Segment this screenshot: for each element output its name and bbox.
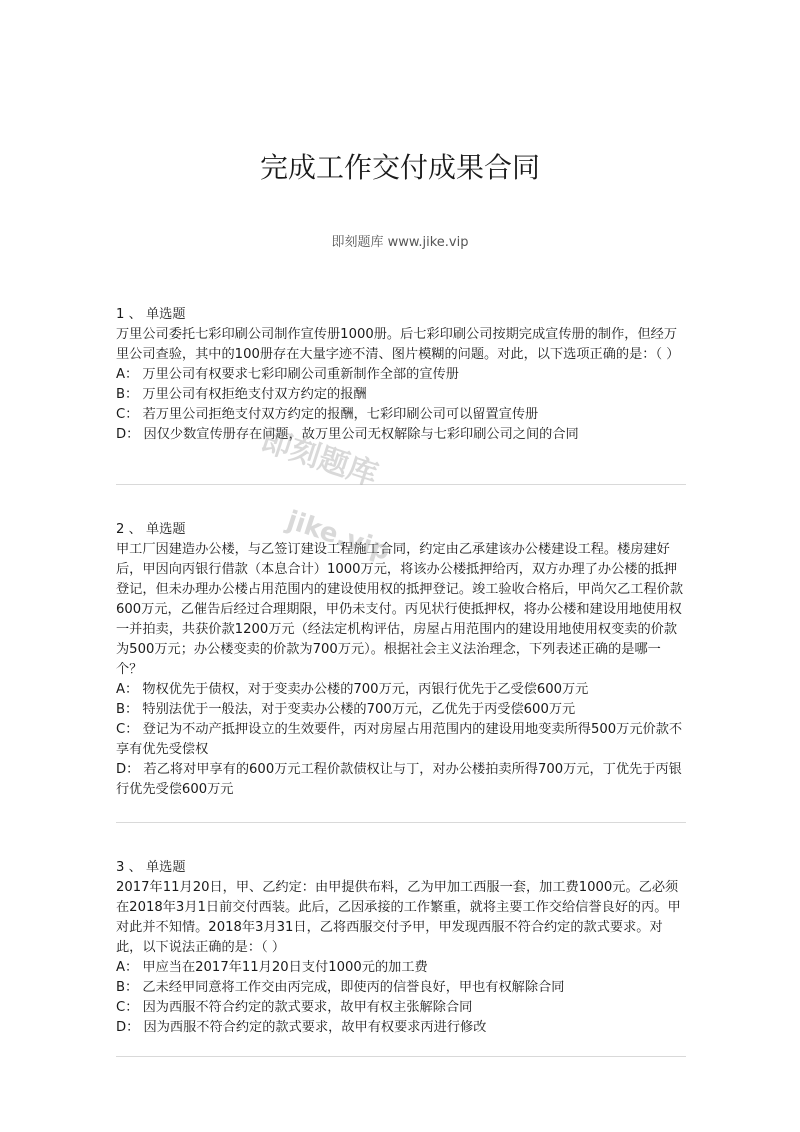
option-d: D： 因为西服不符合约定的款式要求，故甲有权要求丙进行修改	[116, 1020, 487, 1035]
question-stem: 甲工厂因建造办公楼，与乙签订建设工程施工合同，约定由乙承建该办公楼建设工程。楼房建好后，甲因向丙银行借款（本息合计）1000万元，将该办公楼抵押给丙，双方办理了办公楼的抵押登记，但未办理办公楼占用范围内的建设使用权的抵押登记。竣工验收合格后，甲尚欠乙工程价款600万元，乙催告后经过合理期限，甲仍未支付。丙见状行使抵押权，将办公楼和建设用地使用权一并拍卖，共获价款1200万元（经法定机构评估，房屋占用范围内的建设用地使用权变卖的价款为500万元；办公楼变卖的价款为700万元）。根据社会主义法治理念，下列表述正确的是哪一个？	[116, 542, 684, 677]
option-c: C： 登记为不动产抵押设立的生效要件，丙对房屋占用范围内的建设用地变卖所得500万元价款不享有优先受偿权	[116, 722, 683, 757]
option-d: D： 若乙将对甲享有的600万元工程价款债权让与丁，对办公楼拍卖所得700万元，丁优先于丙银行优先受偿600万元	[116, 762, 682, 797]
question-header: 3 、 单选题	[116, 860, 186, 875]
divider	[116, 1056, 686, 1057]
document-subtitle: 即刻题库 www.jike.vip	[331, 235, 469, 250]
watermark-line-2: jike.vip	[283, 505, 394, 567]
question-3	[116, 858, 686, 1038]
question-header: 2 、 单选题	[116, 522, 186, 537]
option-c: C： 因为西服不符合约定的款式要求，故甲有权主张解除合同	[116, 1000, 473, 1015]
question-header: 1 、 单选题	[116, 307, 186, 322]
document-title: 完成工作交付成果合同	[259, 151, 540, 184]
question-stem: 2017年11月20日，甲、乙约定：由甲提供布料，乙为甲加工西服一套，加工费1000元。乙必须在2018年3月1日前交付西装。此后，乙因承接的工作繁重，就将主要工作交给信誉良好的丙。甲对此并不知情。2018年3月31日，乙将西服交付予甲，甲发现西服不符合约定的款式要求。对此，以下说法正确的是：（ ）	[116, 880, 681, 955]
option-b: B： 特别法优于一般法，对于变卖办公楼的700万元，乙优先于丙受偿600万元	[116, 702, 576, 717]
divider	[116, 822, 686, 823]
option-b: B： 乙未经甲同意将工作交由丙完成，即使丙的信誉良好，甲也有权解除合同	[116, 980, 565, 995]
question-2	[116, 520, 686, 800]
option-a: A： 甲应当在2017年11月20日支付1000元的加工费	[116, 960, 428, 975]
option-d: D： 因仅少数宣传册存在问题，故万里公司无权解除与七彩印刷公司之间的合同	[116, 427, 579, 442]
question-stem: 万里公司委托七彩印刷公司制作宣传册1000册。后七彩印刷公司按期完成宣传册的制作，但经万里公司查验，其中的100册存在大量字迹不清、图片模糊的问题。对此，以下选项正确的是：（ ）	[116, 327, 680, 362]
divider	[116, 484, 686, 485]
option-b: B： 万里公司有权拒绝支付双方约定的报酬	[116, 387, 367, 402]
option-a: A： 物权优先于债权，对于变卖办公楼的700万元，丙银行优先于乙受偿600万元	[116, 682, 589, 697]
watermark-line-1: 即刻题库	[256, 422, 382, 494]
option-c: C： 若万里公司拒绝支付双方约定的报酬，七彩印刷公司可以留置宣传册	[116, 407, 539, 422]
question-1	[116, 305, 686, 445]
option-a: A： 万里公司有权要求七彩印刷公司重新制作全部的宣传册	[116, 367, 459, 382]
